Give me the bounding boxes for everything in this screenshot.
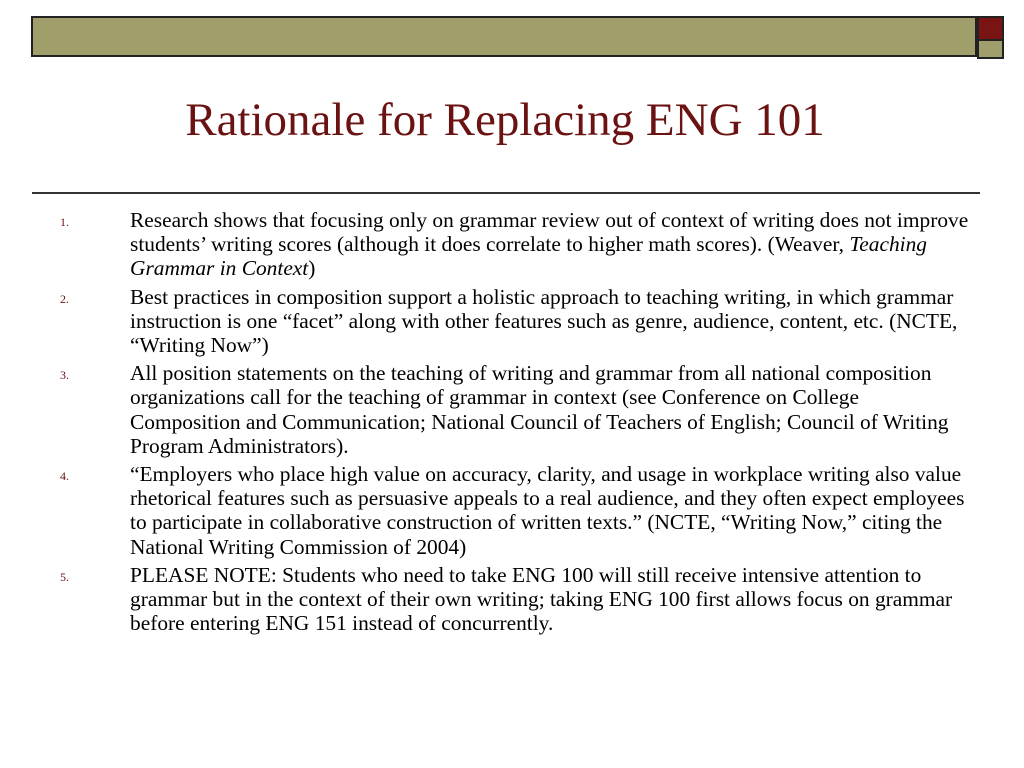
slide-title: Rationale for Replacing ENG 101 — [185, 94, 825, 146]
list-item — [44, 462, 969, 559]
item-number: 4. — [60, 469, 69, 484]
title-divider — [32, 192, 980, 194]
item-text — [130, 208, 969, 281]
item-citation-title: Teaching Grammar in Context — [130, 232, 927, 281]
item-number: 2. — [60, 291, 69, 306]
list-item — [44, 285, 969, 358]
item-text: Best practices in composition support a holistic approach to teaching writing, in which grammar instruction is one “facet” along with other features such as genre, audience, content, etc. (NCTE, “Writing Now”) — [130, 284, 958, 358]
item-text: PLEASE NOTE: Students who need to take ENG 100 will still receive intensive attention to grammar but in the context of their own writing; taking ENG 100 first allows focus on grammar before entering ENG 151 instead of concurrently. — [130, 562, 953, 636]
corner-block-red — [977, 16, 1004, 41]
item-number: 3. — [60, 368, 69, 383]
item-text-main: Research shows that focusing only on grammar review out of context of writing does not improve students’ writing scores (although it does correlate to higher math scores). (Weaver, — [130, 208, 969, 257]
list-item — [44, 208, 969, 281]
item-text: All position statements on the teaching of writing and grammar from all national composition organizations call for the teaching of grammar in context (see Conference on College Composition and Communication; National Council of Teachers of English; Council of Writing Program Administrators). — [130, 361, 949, 458]
item-text: “Employers who place high value on accuracy, clarity, and usage in workplace writing also value rhetorical features such as persuasive appeals to a real audience, and they often expect employees to participate in collaborative construction of written texts.” (NCTE, “Writing Now,” citing the National Writing Commission of 2004) — [130, 462, 965, 559]
header-band — [31, 16, 977, 57]
item-text-after: ) — [308, 256, 316, 281]
rationale-list — [44, 208, 969, 639]
list-item — [44, 361, 969, 458]
corner-block-olive — [977, 39, 1004, 59]
item-number: 1. — [60, 215, 69, 229]
item-number: 5. — [60, 569, 69, 584]
list-item — [44, 563, 969, 636]
